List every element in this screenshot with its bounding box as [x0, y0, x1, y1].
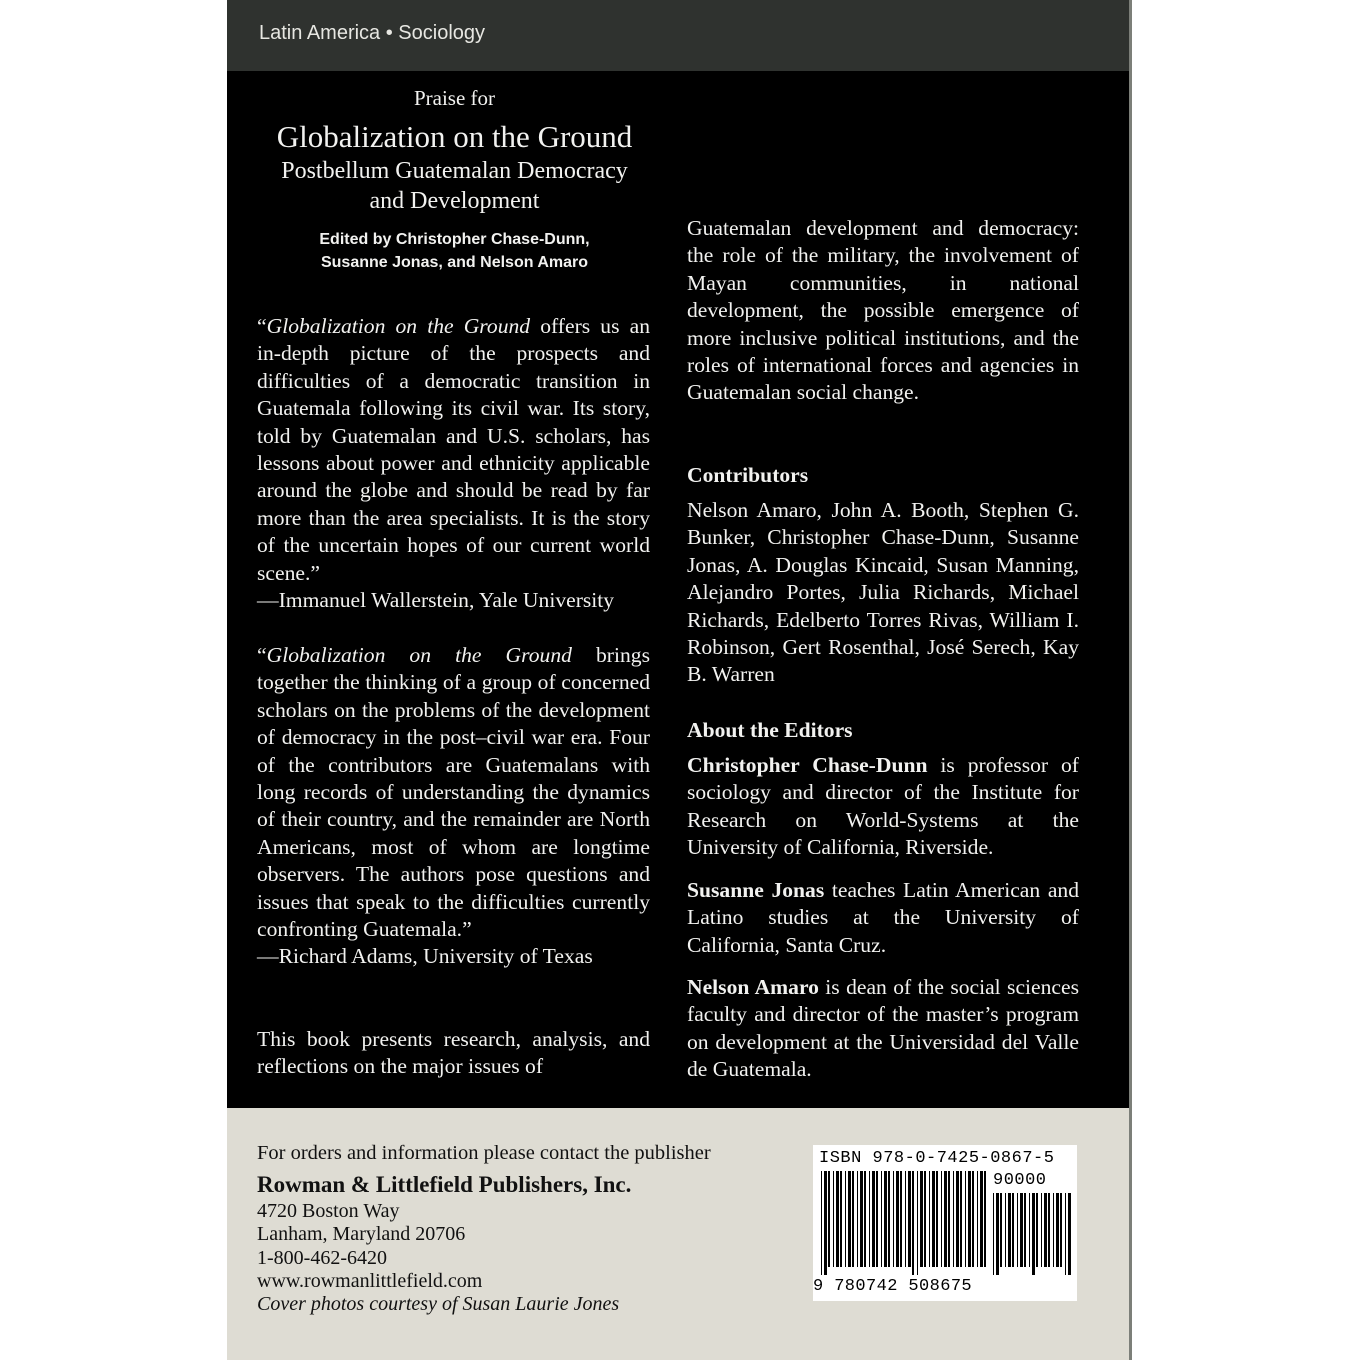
barcode-bar — [953, 1171, 954, 1267]
barcode-bar — [860, 1171, 863, 1267]
barcode-bar — [1044, 1193, 1047, 1267]
barcode-bar — [857, 1171, 858, 1267]
barcode-bar — [1048, 1193, 1050, 1267]
barcode-bar — [884, 1171, 887, 1267]
category-band — [227, 0, 1132, 71]
barcode-bar — [840, 1171, 842, 1267]
barcode-bar — [852, 1171, 854, 1267]
barcode-bar — [1036, 1193, 1038, 1267]
barcode-bar — [1005, 1193, 1006, 1267]
editor-bio: teaches Latin American and Latino studies at the University of California, Santa Cruz. — [687, 878, 1079, 957]
barcode-bar — [996, 1193, 999, 1275]
publisher-street: 4720 Boston Way — [257, 1200, 400, 1222]
barcode-bar — [944, 1171, 947, 1267]
barcode-bar — [908, 1171, 911, 1267]
barcode-bar — [980, 1171, 983, 1267]
barcode-bar — [872, 1171, 875, 1267]
barcode-bar — [1032, 1193, 1035, 1275]
barcode-bar — [1053, 1193, 1054, 1267]
contributors-list: Nelson Amaro, John A. Booth, Stephen G. Bunker, Christopher Chase-Dunn, Susanne Jonas, A. Douglas Kincaid, Susan Manning, Alejandro Portes, Julia Richards, Michael Richards, Edelberto Torres Rivas, William I. Robinson, Gert Rosenthal, José Serech, Kay B. Warren — [687, 498, 1079, 687]
barcode-bar — [888, 1171, 890, 1267]
book-description-continued: Guatemalan development and democracy: the role of the military, the involvement of Mayan communities, in national development, the possible emergence of more inclusive political institutions, and the roles of international forces and agencies in Guatemalan social change. — [687, 216, 1079, 405]
editor-name: Susanne Jonas — [687, 878, 825, 902]
barcode-bar — [1024, 1193, 1026, 1267]
about-editors-heading: About the Editors — [687, 718, 853, 742]
book-description-start: This book presents research, analysis, and reflections on the major issues of — [257, 1027, 650, 1079]
barcode-bar — [876, 1171, 878, 1267]
editors-line: Susanne Jonas, and Nelson Amaro — [320, 254, 589, 271]
publisher-city: Lanham, Maryland 20706 — [257, 1223, 466, 1246]
barcode-bar — [984, 1171, 986, 1267]
review-quote-adams: “Globalization on the Ground brings together the thinking of a group of concerned scholars on the problems of the development of democracy in the post–civil war era. Four of the contributors are Guatemalans with long records of understanding the dynamics of their country, and the remainder are North Americans, most of whom are longtime observers. The authors pose questions and issues that speak to the difficulties currently confronting Guatemala.” —Richard Adams, University of Texas — [257, 642, 650, 971]
barcode-bar — [941, 1171, 942, 1267]
barcode-bar — [977, 1171, 978, 1267]
cover-edge — [1129, 0, 1132, 1360]
barcode-bar — [929, 1171, 930, 1267]
barcode-bar — [869, 1171, 870, 1267]
contributors-heading: Contributors — [687, 463, 809, 487]
editor-bio: is dean of the social sciences faculty and director of the master’s program on development at the Universidad del Valle de Guatemala. — [687, 975, 1079, 1082]
barcode-bar — [828, 1171, 830, 1267]
barcode-bar — [924, 1171, 926, 1267]
barcode-bar — [993, 1193, 994, 1275]
quote-attribution: —Richard Adams, University of Texas — [257, 944, 593, 969]
book-title: Globalization on the Ground — [276, 119, 633, 154]
publisher-phone: 1-800-462-6420 — [257, 1246, 387, 1269]
barcode-bar — [833, 1171, 834, 1267]
quote-book-title: Globalization on the Ground — [266, 314, 531, 338]
barcode-bar — [845, 1171, 846, 1267]
review-quote-wallerstein: “Globalization on the Ground offers us an in-depth picture of the prospects and difficulties of a democratic transition in Guatemala following its civil war. Its story, told by Guatemalan and U.S. scholars, has lessons about power and ethnicity applicable around the globe and should be read by far more than the area specialists. It is the story of the uncertain hopes of our current world scene.” —Immanuel Wallerstein, Yale University — [257, 313, 650, 614]
barcode-bar — [972, 1171, 974, 1267]
barcode-bar — [1060, 1193, 1062, 1267]
praise-lead: Praise for — [413, 86, 496, 110]
barcode-bar — [936, 1171, 938, 1267]
price-code: 90000 — [993, 1171, 1047, 1190]
editor-bio-amaro — [687, 974, 1079, 1084]
book-subtitle — [257, 156, 652, 216]
barcode-bar — [1008, 1193, 1011, 1267]
publisher-website: www.rowmanlittlefield.com — [257, 1269, 483, 1292]
barcode-bar — [1056, 1193, 1059, 1267]
barcode-bar — [1012, 1193, 1014, 1267]
barcode-bar — [956, 1171, 959, 1267]
subtitle-line: Postbellum Guatemalan Democracy — [281, 158, 628, 184]
category-label: Latin America • Sociology — [259, 22, 486, 44]
barcode-bar — [900, 1171, 902, 1267]
barcode-bar — [836, 1171, 839, 1267]
quote-text: offers us an in-depth picture of the prospects and difficulties of a democratic transition in Guatemala following its civil war. Its story, told by Guatemalan and U.S. scholars, has lessons about power and ethnicity applicable around the globe and should be read by far more than the area specialists. It is the story of the uncertain hopes of our current world scene.” — [257, 314, 650, 585]
barcode-bar — [821, 1171, 822, 1275]
editor-bio: is professor of sociology and director of the Institute for Research on World-Systems at the University of California, Riverside. — [687, 753, 1079, 860]
subtitle-line: and Development — [369, 188, 540, 214]
barcode-bar — [864, 1171, 866, 1267]
editor-bio-jonas — [687, 877, 1079, 959]
barcode-bar — [848, 1171, 851, 1267]
barcode-bars — [821, 1171, 987, 1275]
barcode-bar — [1020, 1193, 1023, 1267]
barcode-bar — [960, 1171, 962, 1267]
photo-credit: Cover photos courtesy of Susan Laurie Jones — [257, 1293, 620, 1316]
publisher-name: Rowman & Littlefield Publishers, Inc. — [257, 1172, 632, 1197]
barcode-digits: 9 780742 508675 — [813, 1277, 973, 1296]
editors-line: Edited by Christopher Chase-Dunn, — [319, 231, 590, 248]
barcode-bar — [965, 1171, 966, 1267]
quote-attribution: —Immanuel Wallerstein, Yale University — [257, 588, 615, 613]
editor-name: Nelson Amaro — [687, 975, 819, 999]
barcode-bar — [905, 1171, 906, 1267]
barcode-bar — [1068, 1193, 1071, 1275]
barcode-bar — [968, 1171, 971, 1267]
barcode-bar — [932, 1171, 935, 1267]
quote-book-title: Globalization on the Ground — [266, 643, 572, 667]
barcode-addon-bars — [993, 1193, 1073, 1275]
isbn-barcode — [813, 1145, 1077, 1301]
publisher-contact — [257, 1140, 711, 1316]
barcode-bar — [1000, 1193, 1002, 1267]
barcode-bar — [1041, 1193, 1042, 1267]
barcode-bar — [1065, 1193, 1066, 1275]
editor-name: Christopher Chase-Dunn — [687, 753, 928, 777]
isbn-number: ISBN 978-0-7425-0867-5 — [819, 1149, 1055, 1168]
barcode-bar — [1017, 1193, 1018, 1267]
barcode-bar — [824, 1171, 827, 1275]
barcode-bar — [948, 1171, 950, 1267]
barcode-bar — [896, 1171, 899, 1267]
contact-instruction: For orders and information please contact the publisher — [257, 1142, 711, 1164]
editors-credit — [257, 228, 652, 274]
barcode-bar — [912, 1171, 914, 1275]
barcode-bar — [920, 1171, 923, 1267]
barcode-bar — [881, 1171, 882, 1267]
editor-bio-chase-dunn — [687, 752, 1079, 862]
barcode-bar — [917, 1171, 918, 1275]
back-cover — [227, 0, 1132, 1360]
barcode-bar — [1029, 1193, 1030, 1267]
barcode-bar — [893, 1171, 894, 1267]
quote-text: brings together the thinking of a group of concerned scholars on the problems of the development of democracy in the post–civil war era. Four of the contributors are Guatemalans with long records of understanding the dynamics of their country, and the remainder are North Americans, most of whom are longtime observers. The authors pose questions and issues that speak to the difficulties currently confronting Guatemala.” — [257, 643, 650, 942]
